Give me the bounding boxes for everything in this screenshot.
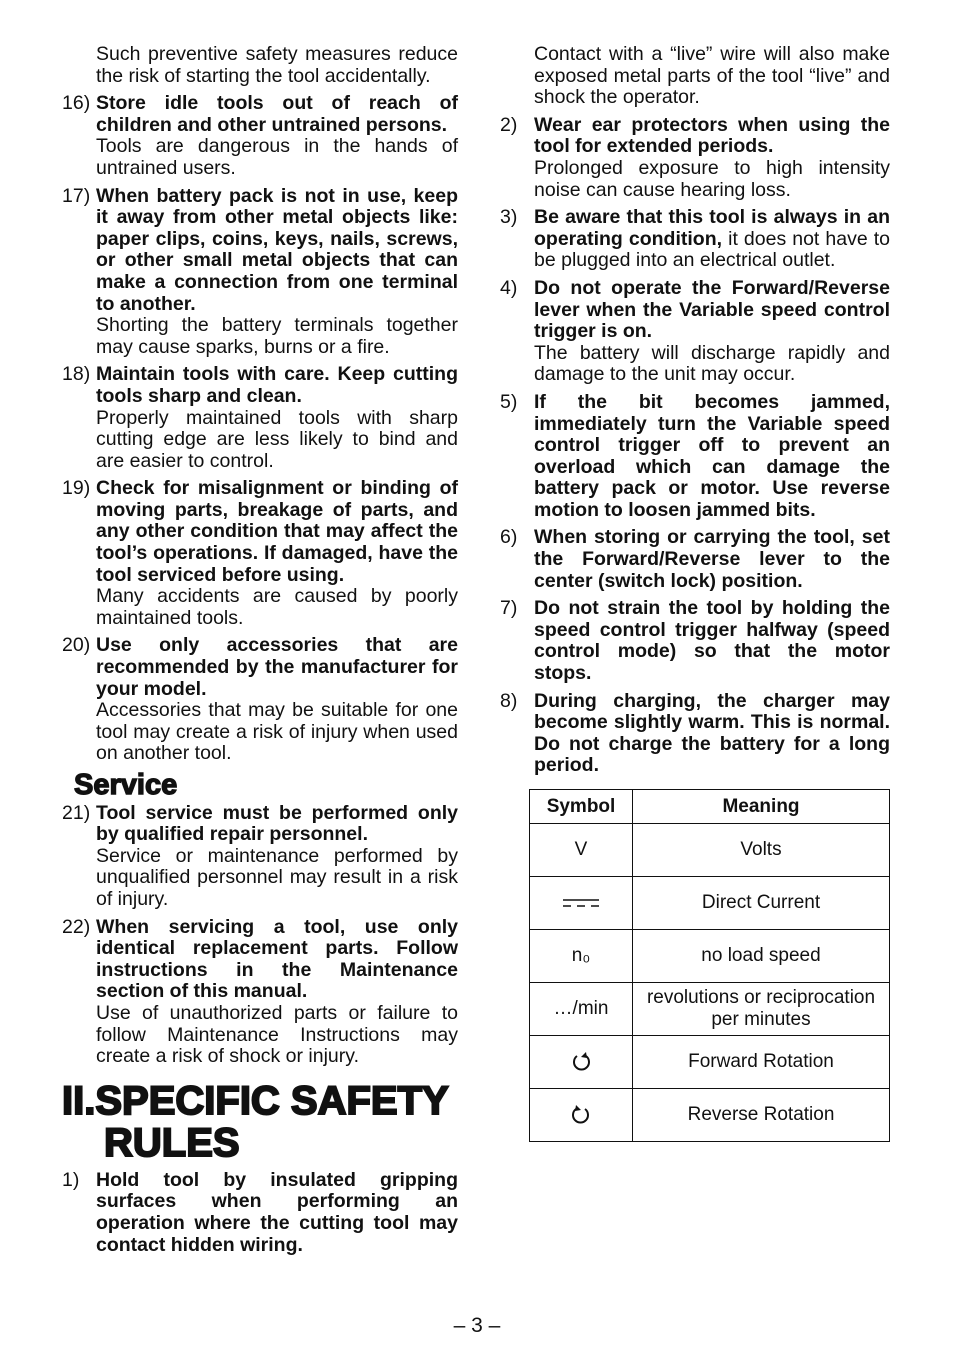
item-bold-text: Wear ear protectors when using the tool for extended periods. — [534, 113, 890, 158]
item-number: 22) — [62, 915, 91, 938]
item-number: 17) — [62, 184, 91, 207]
table-header-meaning: Meaning — [633, 790, 890, 824]
item-bold-text: Store idle tools out of reach of children and other untrained persons. — [96, 92, 458, 136]
item-number: 19) — [62, 477, 91, 500]
list-item — [500, 527, 890, 592]
rules-list-specific-cont — [500, 115, 890, 777]
section-heading-line2: RULES — [104, 1120, 240, 1165]
table-header-row — [530, 790, 890, 824]
item-normal-text: Shorting the battery terminals together may cause sparks, burns or a fire. — [96, 314, 458, 358]
rules-list-specific — [62, 1170, 458, 1256]
list-item — [500, 207, 890, 272]
symbol-table — [529, 789, 890, 1142]
meaning-cell: Forward Rotation — [633, 1036, 890, 1089]
list-item — [62, 478, 458, 629]
list-item — [500, 115, 890, 201]
intro-paragraph: Such preventive safety measures reduce the risk of starting the tool accidentally. — [96, 43, 458, 87]
item-number: 3) — [500, 206, 518, 229]
list-item — [62, 917, 458, 1068]
list-item — [62, 93, 458, 179]
symbol-cell: n₀ — [530, 930, 633, 983]
meaning-cell: no load speed — [633, 930, 890, 983]
table-row — [530, 1089, 890, 1142]
item-body — [96, 917, 458, 1068]
left-column — [62, 44, 458, 1256]
item-normal-text: Properly maintained tools with sharp cutting edge are less likely to bind and are easier to control. — [96, 406, 458, 472]
list-item — [62, 803, 458, 911]
item-body — [534, 278, 890, 386]
list-item — [62, 1170, 458, 1256]
list-item — [500, 278, 890, 386]
item-body — [96, 803, 458, 911]
item-number: 1) — [62, 1168, 80, 1191]
list-item — [62, 186, 458, 359]
item-number: 2) — [500, 113, 518, 136]
item-bold-text: Do not operate the Forward/Reverse lever when the Variable speed control trigger is on. — [534, 276, 890, 343]
item-bold-text: Hold tool by insulated gripping surfaces when performing an operation where the cutting tool may contact hidden wiring. — [96, 1168, 458, 1256]
right-column — [500, 44, 890, 1142]
meaning-cell: Reverse Rotation — [633, 1089, 890, 1142]
item-body — [96, 93, 458, 179]
forward-rotation-icon — [530, 1036, 633, 1089]
item-normal-text: Accessories that may be suitable for one tool may create a risk of injury when used on another tool. — [96, 699, 458, 765]
item-bold-text: If the bit becomes jammed, immediately turn the Variable speed control trigger off to prevent an overload which can damage the battery pack or motor. Use reverse motion to loosen jammed bits. — [534, 390, 890, 521]
item-body — [96, 1170, 458, 1256]
item-bold-text: When storing or carrying the tool, set the Forward/Reverse lever to the center (switch lock) position. — [534, 526, 890, 592]
table-row — [530, 1036, 890, 1089]
meaning-cell: Direct Current — [633, 877, 890, 930]
rules-list-service — [62, 803, 458, 1068]
item-number: 5) — [500, 390, 518, 413]
item-normal-text: Use of unauthorized parts or failure to follow Maintenance Instructions may create a risk of shock or injury. — [96, 1001, 458, 1068]
section-heading-line1: II.SPECIFIC SAFETY — [62, 1078, 449, 1123]
item-normal-text: The battery will discharge rapidly and damage to the unit may occur. — [534, 341, 890, 386]
item-number: 8) — [500, 689, 518, 712]
item-normal-text: Many accidents are caused by poorly maintained tools. — [96, 585, 458, 629]
symbol-cell: …/min — [530, 983, 633, 1036]
item-number: 21) — [62, 801, 91, 824]
item-bold-text: During charging, the charger may become slightly warm. This is normal. Do not charge the battery for a long period. — [534, 689, 890, 777]
list-item — [500, 392, 890, 522]
item-body — [534, 115, 890, 201]
item-number: 16) — [62, 92, 91, 115]
item-bold-text: Be aware that this tool is always in an operating condition, — [534, 206, 890, 250]
item-body — [534, 598, 890, 684]
item-bold-text: Use only accessories that are recommended by the manufacturer for your model. — [96, 634, 458, 700]
item-body — [96, 635, 458, 765]
item-normal-text: Tools are dangerous in the hands of untrained users. — [96, 135, 458, 179]
item-bold-text: When servicing a tool, use only identical replacement parts. Follow instructions in the Maintenance section of this manual. — [96, 915, 458, 1003]
item-normal-text: Service or maintenance performed by unqualified personnel may result in a risk of injury. — [96, 844, 458, 910]
item-number: 6) — [500, 526, 518, 549]
item-bold-text: Do not strain the tool by holding the speed control trigger halfway (speed control mode) so that the motor stops. — [534, 597, 890, 685]
list-item — [500, 691, 890, 777]
rules-list-general — [62, 93, 458, 765]
symbol-cell: V — [530, 824, 633, 877]
item-number: 20) — [62, 634, 91, 657]
meaning-cell: revolutions or reciprocation per minutes — [633, 983, 890, 1036]
item-bold-text: When battery pack is not in use, keep it away from other metal objects like: paper clips, coins, keys, nails, screws, or other small metal objects that can make a connection from one terminal to another. — [96, 184, 458, 315]
table-row — [530, 983, 890, 1036]
item-body — [96, 478, 458, 629]
table-row — [530, 877, 890, 930]
item-normal-text: it does not have to be plugged into an electrical outlet. — [534, 227, 891, 272]
item-bold-text: Tool service must be performed only by qualified repair personnel. — [96, 801, 458, 846]
reverse-rotation-icon — [530, 1089, 633, 1142]
item-body — [534, 207, 890, 272]
item-number: 18) — [62, 363, 91, 386]
intro-paragraph-right: Contact with a “live” wire will also make exposed metal parts of the tool “live” and shock the operator. — [534, 43, 890, 109]
table-header-symbol: Symbol — [530, 790, 633, 824]
item-body — [534, 691, 890, 777]
item-body — [96, 186, 458, 359]
item-bold-text: Maintain tools with care. Keep cutting tools sharp and clean. — [96, 363, 458, 407]
item-number: 7) — [500, 597, 518, 620]
table-row — [530, 824, 890, 877]
list-item — [62, 635, 458, 765]
direct-current-icon — [530, 877, 633, 930]
item-body — [96, 364, 458, 472]
section-heading — [62, 1080, 458, 1164]
item-number: 4) — [500, 276, 518, 299]
item-body — [534, 392, 890, 522]
list-item — [62, 364, 458, 472]
service-heading: Service — [74, 769, 178, 801]
list-item — [500, 598, 890, 684]
table-row — [530, 930, 890, 983]
item-normal-text: Prolonged exposure to high intensity noise can cause hearing loss. — [534, 156, 890, 201]
item-body — [534, 527, 890, 592]
item-bold-text: Check for misalignment or binding of moving parts, breakage of parts, and any other condition that may affect the tool’s operations. If damaged, have the tool serviced before using. — [96, 477, 458, 586]
page-number: – 3 – — [453, 1314, 501, 1337]
meaning-cell: Volts — [633, 824, 890, 877]
